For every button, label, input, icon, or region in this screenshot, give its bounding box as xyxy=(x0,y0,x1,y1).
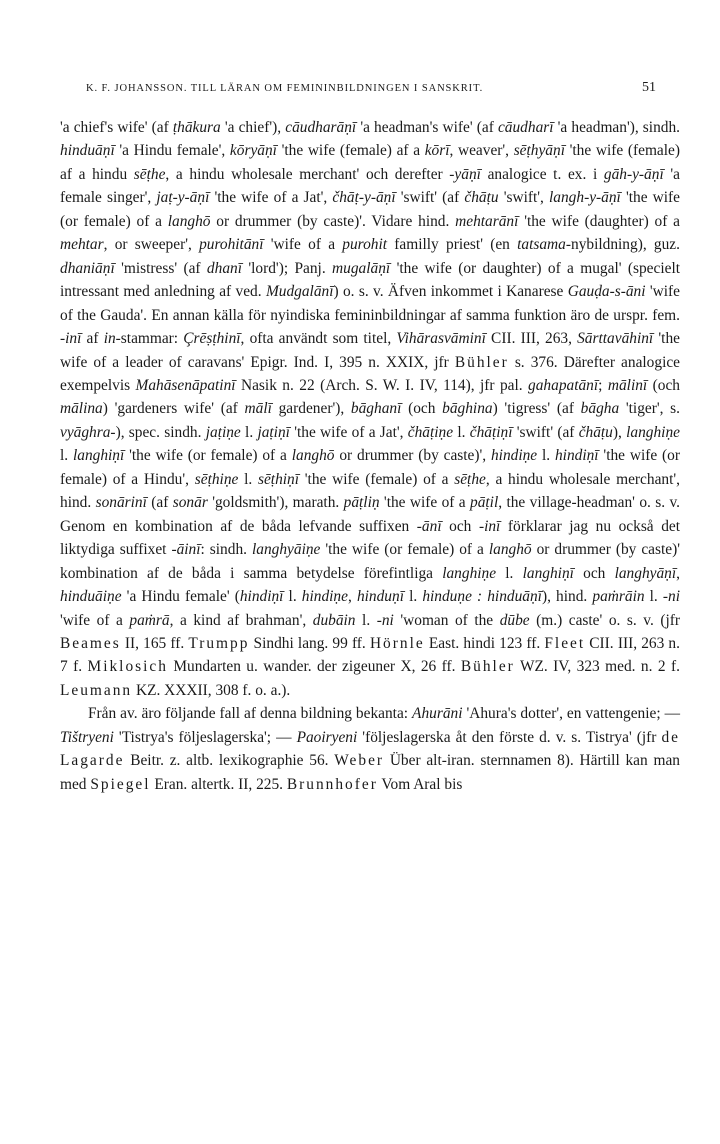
text-run: II, 165 ff. xyxy=(120,634,189,652)
italic-term: kōrī xyxy=(424,142,450,160)
italic-term: sēṭhiṇī xyxy=(257,470,300,488)
italic-term: pāṭil xyxy=(470,494,499,512)
text-run: af xyxy=(81,330,104,348)
text-run: 'a chief's wife' (af xyxy=(60,119,173,136)
author-name: Bühler xyxy=(460,658,515,676)
italic-term: Paoiryeni xyxy=(296,728,358,746)
italic-term: čhāṭu xyxy=(464,189,499,207)
italic-term: hindiṇī xyxy=(239,588,284,606)
text-run: 'a female singer', xyxy=(60,165,680,207)
italic-term: hindiṇī xyxy=(554,447,599,465)
author-name: Brunnhofer xyxy=(286,775,378,793)
text-run: 'mistress' (af xyxy=(114,259,207,277)
text-run: 'följeslagerska åt den förste d. v. s. Tistrya' (jfr xyxy=(357,728,662,746)
italic-term: hindiṇe xyxy=(490,447,538,465)
text-run: -stammar: xyxy=(115,330,184,348)
text-run: , a hindu wholesale merchant' och derefter xyxy=(165,165,450,183)
text-run: l. xyxy=(60,447,73,465)
author-name: Bühler xyxy=(454,353,509,371)
italic-term: sēṭhiṇe xyxy=(194,470,239,488)
text-run: Sindhi lang. 99 ff. xyxy=(249,634,370,652)
text-run: l. xyxy=(355,611,377,629)
text-run: 'a headman's wife' (af xyxy=(356,119,498,136)
text-run: (och xyxy=(401,400,443,418)
text-run: 'swift' (af xyxy=(395,189,465,207)
text-run: 'the wife (female) af a hindu xyxy=(60,142,680,183)
italic-term: -ānī xyxy=(416,517,442,535)
text-run: or drummer (by caste)' kombination af de båda i samma betydelse förefintliga xyxy=(60,541,680,582)
italic-term: sēṭhyāṇī xyxy=(513,142,565,160)
text-run: 'the wife (or female) of a xyxy=(320,541,489,559)
italic-term: tatsama xyxy=(517,236,566,254)
text-run: 'a headman'), sindh. xyxy=(553,119,681,136)
italic-term: mālina xyxy=(60,400,103,418)
italic-term: Mahāsenāpatinī xyxy=(135,376,236,394)
italic-term: mugalāṇī xyxy=(332,259,391,277)
text-run: 'the wife of a leader of caravans' Epigr. Ind. I, 395 n. XXIX, jfr xyxy=(60,330,680,371)
text-run: KZ. XXXII, 308 f. o. a.). xyxy=(132,681,291,699)
text-run: 'wife of the Gauda'. En annan källa för nyindiska femininbildningar af samma funktion äro de urspr. fem. xyxy=(60,283,680,324)
text-run: ), xyxy=(612,423,627,441)
text-run: familly priest' (en xyxy=(387,236,518,254)
author-name: Beames xyxy=(60,634,121,652)
italic-term: dhaniāṇī xyxy=(60,259,115,277)
italic-term: langhō xyxy=(167,212,211,230)
italic-term: mehtar xyxy=(60,236,104,254)
text-run: , xyxy=(676,564,680,582)
text-run: 'lord'); Panj. xyxy=(241,259,333,277)
italic-term: hinduāṇī xyxy=(60,142,115,160)
text-run: ) 'gardeners wife' (af xyxy=(102,400,245,418)
italic-term: langhiṇī xyxy=(522,564,574,582)
author-name: Hörnle xyxy=(369,634,425,652)
italic-term: langhiṇe xyxy=(626,423,680,441)
italic-term: hinduṇe : hinduāṇī xyxy=(422,588,542,606)
italic-term: čhāṭ-y-āṇī xyxy=(332,189,396,207)
text-run: (af xyxy=(146,494,173,512)
text-run: 'the wife (daughter) of a xyxy=(518,212,680,230)
text-run: CII. III, 263, xyxy=(485,330,578,348)
italic-term: -ni xyxy=(662,588,680,606)
italic-term: -inī xyxy=(478,517,501,535)
text-run: 'wife of a xyxy=(60,611,130,629)
text-run: l. xyxy=(283,588,302,606)
running-title: K. F. JOHANSSON. TILL LÄRAN OM FEMININBILDNINGEN I SANSKRIT. xyxy=(86,83,484,94)
text-run: s. 376. Därefter analogice exempelvis xyxy=(60,353,681,394)
text-run: , ofta användt som titel, xyxy=(240,330,397,348)
italic-term: gahapatānī xyxy=(528,376,599,394)
text-run: l. xyxy=(496,564,523,582)
text-run: Vom Aral bis xyxy=(377,775,463,793)
text-run: 'a Hindu female' ( xyxy=(121,588,240,606)
text-run: , a hindu wholesale merchant', hind. xyxy=(60,470,680,512)
text-run: Nasik n. 22 (Arch. S. W. I. IV, 114), jfr pal. xyxy=(235,376,529,394)
text-run: or drummer (by caste)', xyxy=(334,447,491,465)
text-run: 'a Hindu female', xyxy=(114,142,230,160)
italic-term: bāgha xyxy=(580,400,620,418)
body-text xyxy=(60,116,680,796)
text-run: 'swift' (af xyxy=(512,423,579,441)
author-name: Fleet xyxy=(544,634,586,652)
text-run: 'goldsmith'), marath. xyxy=(207,494,344,512)
italic-term: Tištryeni xyxy=(60,728,114,746)
text-run: 'Ahura's dotter', en vattengenie; — xyxy=(462,705,680,723)
author-name: Spiegel xyxy=(90,775,151,793)
text-run: , or sweeper', xyxy=(103,236,200,254)
italic-term: čhāṭu xyxy=(578,423,613,441)
text-run: (m.) caste' o. s. v. (jfr xyxy=(529,611,681,629)
text-run: Beitr. z. altb. lexikographie 56. xyxy=(124,752,335,770)
italic-term: in xyxy=(103,330,116,348)
text-run: l. xyxy=(453,423,470,441)
paragraph xyxy=(60,116,680,702)
italic-term: gāh-y-āṇī xyxy=(603,165,664,183)
text-run: l. xyxy=(403,588,423,606)
text-run: (och xyxy=(647,376,680,394)
italic-term: Ahurāni xyxy=(412,705,463,723)
text-run: ; xyxy=(598,376,608,394)
italic-term: mālī xyxy=(244,400,272,418)
running-head xyxy=(86,80,656,96)
italic-term: paṁrā xyxy=(129,611,170,629)
text-run: Eran. altertk. II, 225. xyxy=(150,775,287,793)
italic-term: sēṭhe xyxy=(133,165,166,183)
italic-term: purohit xyxy=(342,236,388,254)
italic-term: čhāṭiṇī xyxy=(469,423,513,441)
text-run: East. hindi 123 ff. xyxy=(424,634,545,652)
italic-term: dūbe xyxy=(499,611,530,629)
text-run: ), spec. sindh. xyxy=(115,423,206,441)
italic-term: dubāin xyxy=(312,611,356,629)
text-run: : sindh. xyxy=(200,541,252,559)
italic-term: purohitānī xyxy=(199,236,264,254)
italic-term: -āinī xyxy=(171,541,201,559)
text-run: 'the wife (or female) of a xyxy=(60,189,680,230)
italic-term: Gauḍa-s-āni xyxy=(567,283,646,301)
text-run: Från av. äro följande fall af denna bildning bekanta: xyxy=(88,705,413,723)
italic-term: jaṭiṇe xyxy=(205,423,241,441)
text-run: ), hind. xyxy=(541,588,593,606)
paragraph xyxy=(60,702,680,796)
italic-term: jaṭiṇī xyxy=(257,423,290,441)
italic-term: mālinī xyxy=(607,376,648,394)
text-run: 'a chief'), xyxy=(220,119,286,136)
text-run: 'the wife of a Jat', xyxy=(289,423,408,441)
italic-term: bāghanī xyxy=(350,400,402,418)
author-name: Leumann xyxy=(60,681,133,699)
italic-term: ṭhākura xyxy=(172,119,221,136)
text-run: 'the wife of a xyxy=(379,494,470,512)
text-run: -nybildning), guz. xyxy=(565,236,680,254)
italic-term: Mudgalānī xyxy=(265,283,334,301)
text-run: 'the wife (female) af a xyxy=(276,142,425,160)
italic-term: cāudharāṇī xyxy=(285,119,357,136)
author-name: Trumpp xyxy=(188,634,250,652)
author-name: Miklosich xyxy=(87,658,168,676)
text-run: WZ. IV, 323 med. n. 2 f. xyxy=(514,658,680,676)
text-run: 'the wife (female) of a xyxy=(299,470,455,488)
text-run: CII. III, 263 n. 7 f. xyxy=(60,634,680,676)
italic-term: Vihārasvāminī xyxy=(396,330,486,348)
text-run: 'Tistrya's följeslagerska'; — xyxy=(113,728,297,746)
italic-term: Çrēṣṭhinī xyxy=(183,330,241,348)
italic-term: Sārttavāhinī xyxy=(577,330,654,348)
italic-term: langhō xyxy=(291,447,335,465)
text-run: 'swift', xyxy=(498,189,550,207)
text-run: 'the wife (or female) of a xyxy=(124,447,292,465)
text-run: 'the wife of a Jat', xyxy=(209,189,333,207)
italic-term: sēṭhe xyxy=(454,470,486,488)
italic-term: hinduṇī xyxy=(356,588,404,606)
italic-term: čhāṭiṇe xyxy=(407,423,454,441)
text-run: förklarar jag nu också det liktydiga suffixet xyxy=(60,517,681,559)
page-number: 51 xyxy=(642,80,656,95)
text-run: 'woman of the xyxy=(393,611,500,629)
italic-term: langhiṇī xyxy=(72,447,125,465)
italic-term: sonār xyxy=(172,494,208,512)
italic-term: mehtarānī xyxy=(455,212,519,230)
author-name: Weber xyxy=(334,752,385,770)
italic-term: sonārinī xyxy=(95,494,147,512)
text-run: or drummer (by caste)'. Vidare hind. xyxy=(210,212,456,230)
text-run: l. xyxy=(240,423,258,441)
text-run: analogice t. ex. i xyxy=(480,165,604,183)
italic-term: kōryāṇī xyxy=(229,142,277,160)
italic-term: -ni xyxy=(376,611,394,629)
italic-term: langhyāṇī xyxy=(614,564,677,582)
text-run: , the village-headman' o. s. v. Genom en kombination af de båda lefvande suffixen xyxy=(60,494,680,535)
text-run: Mundarten u. wander. der zigeuner X, 26 ff. xyxy=(167,658,461,676)
italic-term: bāghina xyxy=(442,400,493,418)
text-run: , a kind af brahman', xyxy=(169,611,313,629)
text-run: 'the wife (or daughter) of a mugal' (specielt intressant med anledning af ved. xyxy=(60,259,680,301)
text-run: 'wife of a xyxy=(263,236,343,254)
italic-term: langhō xyxy=(488,541,532,559)
text-run: , xyxy=(347,588,357,606)
italic-term: langhyāiṇe xyxy=(251,541,321,559)
text-run: 'the wife (or female) of a Hindu', xyxy=(60,447,680,488)
text-run: l. xyxy=(537,447,555,465)
italic-term: hindiṇe xyxy=(301,588,348,606)
italic-term: -yāṇī xyxy=(449,165,481,183)
italic-term: vyāghra- xyxy=(60,423,116,441)
text-run: gardener'), xyxy=(271,400,351,418)
text-run: ) 'tigress' (af xyxy=(492,400,581,418)
text-run: 'tiger', s. xyxy=(619,400,681,418)
text-run: l. xyxy=(644,588,663,606)
italic-term: pāṭliṇ xyxy=(343,494,380,512)
italic-term: langhiṇe xyxy=(442,564,497,582)
text-run: l. xyxy=(238,470,258,488)
text-run: ) o. s. v. Äfven inkommet i Kanarese xyxy=(333,283,568,301)
italic-term: cāudharī xyxy=(497,119,554,136)
italic-term: paṁrāin xyxy=(592,588,645,606)
author-name: de Lagarde xyxy=(60,728,680,770)
italic-term: dhanī xyxy=(206,259,242,277)
italic-term: -inī xyxy=(60,330,82,348)
text-run: Über alt-iran. sternnamen 8). Härtill kan man med xyxy=(60,752,680,793)
italic-term: langh-y-āṇī xyxy=(549,189,621,207)
italic-term: jaṭ-y-āṇī xyxy=(156,189,210,207)
italic-term: hinduāiṇe xyxy=(60,588,122,606)
text-run: , weaver', xyxy=(449,142,514,160)
text-run: och xyxy=(441,517,479,535)
text-run: och xyxy=(573,564,615,582)
